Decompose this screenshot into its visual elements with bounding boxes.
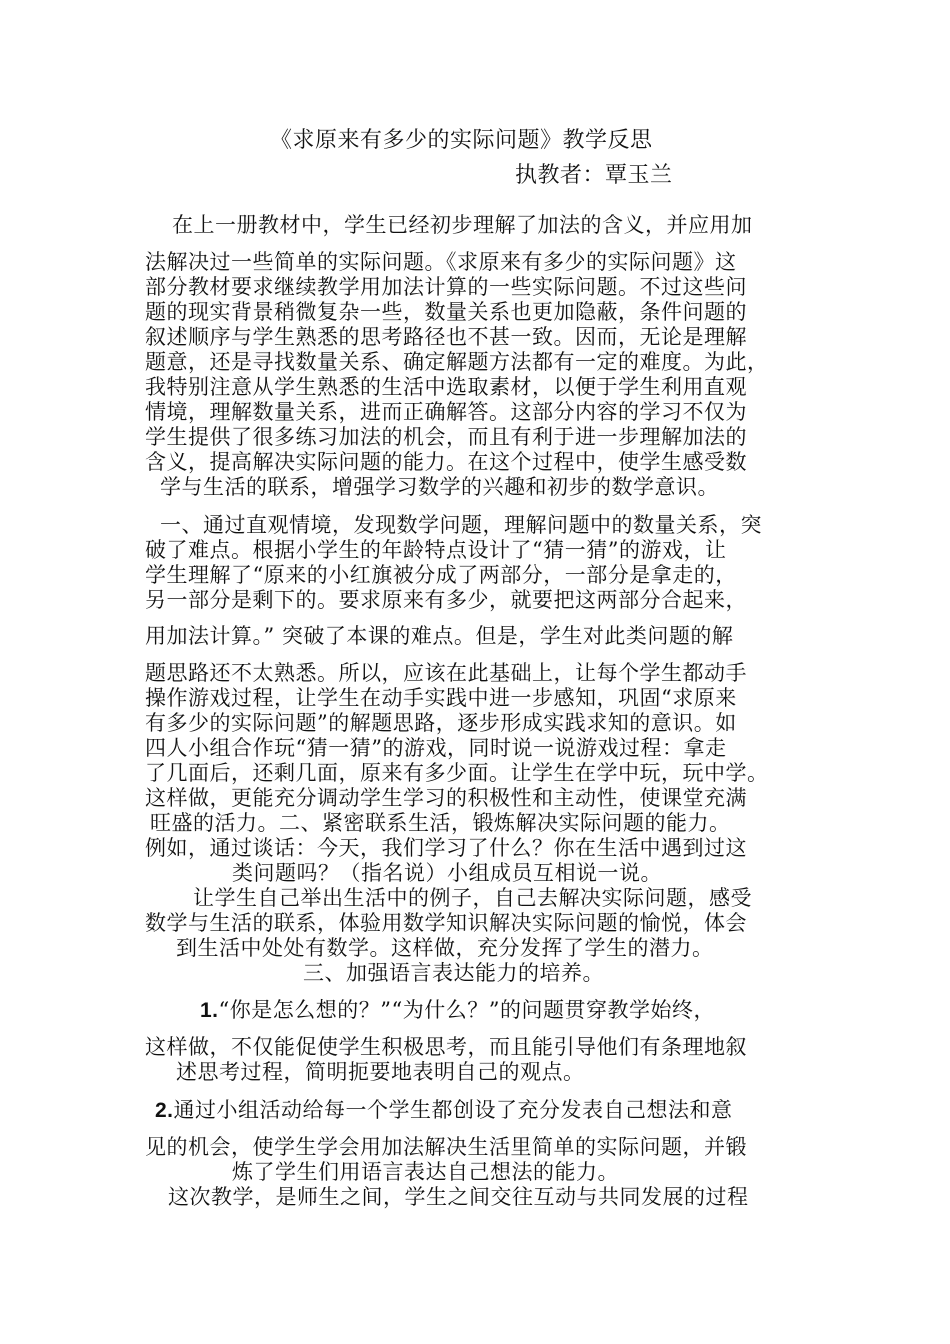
paragraph-line: 例如，通过谈话：今天，我们学习了什么？你在生活中遇到过这 [145,836,747,860]
paragraph-line: 学与生活的联系，增强学习数学的兴趣和初步的数学意识。 [160,475,719,499]
list-item-2 [155,1097,815,1124]
paragraph-line: 题意，还是寻找数量关系、确定解题方法都有一定的难度。为此， [145,350,769,374]
paragraph-line: 了几面后，还剩几面，原来有多少面。让学生在学中玩，玩中学。 [145,761,769,785]
paragraph-line: 操作游戏过程，让学生在动手实践中进一步感知，巩固“求原来 [145,686,737,710]
paragraph-line: 四人小组合作玩“猜一猜”的游戏，同时说一说游戏过程：拿走 [145,736,727,760]
paragraph-line: 破了难点。根据小学生的年龄特点设计了“猜一猜”的游戏，让 [145,538,727,562]
paragraph-line: 这样做，不仅能促使学生积极思考，而且能引导他们有条理地叙 [145,1035,747,1059]
paragraph-line: 另一部分是剩下的。要求原来有多少，就要把这两部分合起来， [145,588,747,612]
list-item-text: “你是怎么想的？”“为什么？”的问题贯穿教学始终， [218,998,715,1022]
paragraph-line: 炼了学生们用语言表达自己想法的能力。 [232,1160,619,1184]
paragraph-line: 让学生自己举出生活中的例子，自己去解决实际问题，感受 [193,886,752,910]
paragraph-line: 这样做，更能充分调动学生学习的积极性和主动性，使课堂充满 [145,786,747,810]
paragraph-line: 在上一册教材中，学生已经初步理解了加法的含义，并应用加 [172,213,753,237]
paragraph-line: 情境，理解数量关系，进而正确解答。这部分内容的学习不仅为 [145,400,747,424]
paragraph-line: 旺盛的活力。二、紧密联系生活，锻炼解决实际问题的能力。 [150,811,731,835]
paragraph-line: 见的机会，使学生学会用加法解决生活里简单的实际问题，并锻 [145,1135,747,1159]
document-author: 执教者：覃玉兰 [515,163,673,188]
paragraph-line: 题的现实背景稍微复杂一些，数量关系也更加隐蔽，条件问题的 [145,300,747,324]
document-title: 《求原来有多少的实际问题》教学反思 [270,128,653,153]
list-number: 1. [200,999,219,1022]
paragraph-line: 题思路还不太熟悉。所以，应该在此基础上，让每个学生都动手 [145,661,747,685]
paragraph-line: 我特别注意从学生熟悉的生活中选取素材，以便于学生利用直观 [145,375,747,399]
list-number: 2. [155,1099,174,1122]
paragraph-line: 数学与生活的联系，体验用数学知识解决实际问题的愉悦，体会 [145,911,747,935]
paragraph-line: 用加法计算。” 突破了本课的难点。但是，学生对此类问题的解 [145,624,734,648]
paragraph-line: 含义，提高解决实际问题的能力。在这个过程中，使学生感受数 [145,450,747,474]
paragraph-line: 学生提供了很多练习加法的机会，而且有利于进一步理解加法的 [145,425,747,449]
paragraph-line: 述思考过程，简明扼要地表明自己的观点。 [176,1060,585,1084]
list-item-1 [200,997,860,1024]
section-heading: 三、加强语言表达能力的培养。 [303,961,604,985]
paragraph-line: 学生理解了“原来的小红旗被分成了两部分，一部分是拿走的， [145,563,737,587]
paragraph-line: 类问题吗？（指名说）小组成员互相说一说。 [232,861,662,885]
paragraph-line: 叙述顺序与学生熟悉的思考路径也不甚一致。因而，无论是理解 [145,325,747,349]
paragraph-line: 法解决过一些简单的实际问题。《求原来有多少的实际问题》这 [145,250,737,274]
paragraph-line: 部分教材要求继续教学用加法计算的一些实际问题。不过这些问 [145,275,747,299]
paragraph-line: 有多少的实际问题”的解题思路，逐步形成实践求知的意识。如 [145,711,737,735]
paragraph-line: 到生活中处处有数学。这样做，充分发挥了学生的潜力。 [176,936,714,960]
paragraph-line: 这次教学，是师生之间，学生之间交往互动与共同发展的过程 [168,1185,749,1209]
paragraph-line: 一、通过直观情境，发现数学问题，理解问题中的数量关系，突 [160,513,762,537]
list-item-text: 通过小组活动给每一个学生都创设了充分发表自己想法和意 [173,1098,733,1122]
